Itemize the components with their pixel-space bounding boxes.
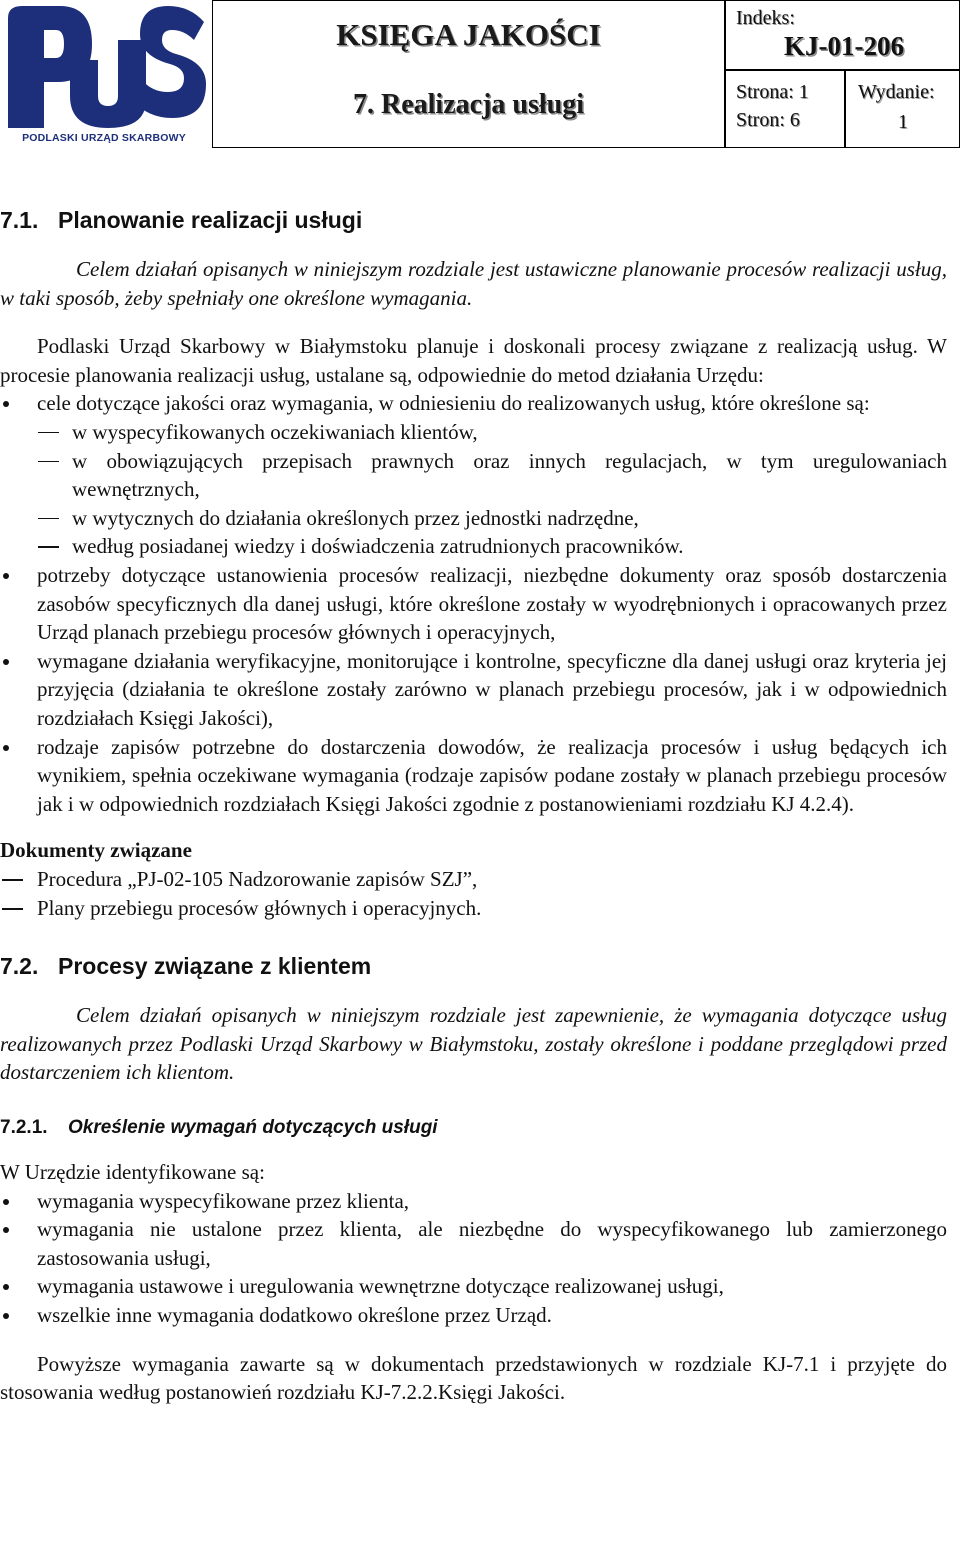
list-item: w obowiązujących przepisach prawnych oraz innych regulacjach, w tym uregulowaniach wewnętrznych, bbox=[0, 447, 947, 504]
index-cell bbox=[725, 0, 960, 70]
section-7-2-intro: Celem działań opisanych w niniejszym rozdziale jest zapewnienie, że wymagania dotyczące usług realizowanych przez Podlaski Urząd Skarbowy w Białymstoku, zostały określone i poddane przeglądowi przed dostarczeniem ich klientom. bbox=[0, 1003, 947, 1085]
index-value: KJ-01-206 bbox=[784, 31, 904, 61]
requirements-list bbox=[0, 1187, 947, 1330]
page-count: Stron: 6 bbox=[736, 109, 800, 131]
edition-label: Wydanie: bbox=[858, 81, 935, 103]
page-number: Strona: 1 bbox=[736, 81, 809, 103]
list-item: wymagania nie ustalone przez klienta, ale niezbędne do wyspecyfikowanego lub zamierzonego zastosowania usługi, bbox=[0, 1215, 947, 1272]
section-heading-7-2: 7.2. Procesy związane z klientem bbox=[0, 953, 372, 980]
planning-list bbox=[0, 389, 947, 818]
section-7-2-1-closing: Powyższe wymagania zawarte są w dokumentach przedstawionych w rozdziale KJ-7.1 i przyjęte do stosowania według postanowień rozdziału KJ-7.2.2.Księgi Jakości. bbox=[0, 1351, 947, 1405]
logo-caption: PODLASKI URZĄD SKARBOWY bbox=[22, 132, 186, 144]
list-item: cele dotyczące jakości oraz wymagania, w odniesieniu do realizowanych usług, które określone są: bbox=[0, 389, 947, 418]
title-cell bbox=[212, 0, 725, 148]
index-label: Indeks: bbox=[736, 7, 795, 29]
section-heading-7-1: 7.1. Planowanie realizacji usługi bbox=[0, 207, 363, 233]
list-item: wymagania wyspecyfikowane przez klienta, bbox=[0, 1187, 947, 1216]
list-item: w wytycznych do działania określonych przez jednostki nadrzędne, bbox=[0, 504, 947, 533]
pus-logo-icon bbox=[0, 0, 212, 132]
section-heading-7-2-1: 7.2.1. Określenie wymagań dotyczących usługi bbox=[0, 1117, 438, 1139]
section-7-1-paragraph: Podlaski Urząd Skarbowy w Białymstoku planuje i doskonali procesy związane z realizacją usług. W procesie planowania realizacji usług, ustalane są, odpowiednie do metod działania Urzędu: bbox=[0, 334, 947, 387]
list-item: rodzaje zapisów potrzebne do dostarczenia dowodów, że realizacja procesów i usług będących ich wynikiem, spełnia oczekiwane wymagania (rodzaje zapisów podane zostały w planach przebiegu procesów jak i w odpowiednich rozdziałach Księgi Jakości zgodnie z postanowieniami rozdziału KJ 4.2.4). bbox=[0, 733, 947, 819]
document-header bbox=[0, 0, 960, 160]
edition-value: 1 bbox=[898, 111, 908, 133]
list-item: w wyspecyfikowanych oczekiwaniach klientów, bbox=[0, 418, 947, 447]
list-item: wszelkie inne wymagania dodatkowo określone przez Urząd. bbox=[0, 1301, 947, 1330]
list-item: wymagane działania weryfikacyjne, monitorujące i kontrolne, specyficzne dla danej usługi oraz kryteria jej przyjęcia (działania te określone zostały zarówno w planach przebiegu procesów, jak i w odpowiednich rozdziałach Księgi Jakości), bbox=[0, 647, 947, 733]
related-documents-list bbox=[0, 865, 947, 923]
document-body bbox=[0, 205, 947, 1407]
section-7-1-intro: Celem działań opisanych w niniejszym rozdziale jest ustawiczne planowanie procesów realizacji usług, w taki sposób, żeby spełniały one określone wymagania. bbox=[0, 257, 947, 310]
list-item: wymagania ustawowe i uregulowania wewnętrzne dotyczące realizowanej usługi, bbox=[0, 1272, 947, 1301]
chapter-title: 7. Realizacja usługi bbox=[353, 89, 584, 120]
list-item: Plany przebiegu procesów głównych i operacyjnych. bbox=[0, 894, 947, 923]
logo-cell bbox=[0, 0, 212, 160]
list-item: według posiadanej wiedzy i doświadczenia zatrudnionych pracowników. bbox=[0, 532, 947, 561]
related-documents-heading: Dokumenty związane bbox=[0, 838, 192, 863]
page-cell bbox=[725, 70, 845, 148]
section-7-2-1-lead: W Urzędzie identyfikowane są: bbox=[0, 1160, 265, 1185]
document-title: KSIĘGA JAKOŚCI bbox=[336, 17, 601, 52]
list-item: potrzeby dotyczące ustanowienia procesów realizacji, niezbędne dokumenty oraz sposób dostarczenia zasobów specyficznych dla danej usługi, które określone zostały w wyodrębnionych i opracowanych przez Urząd planach przebiegu procesów głównych i operacyjnych, bbox=[0, 561, 947, 647]
edition-cell bbox=[845, 70, 960, 148]
list-item: Procedura „PJ-02-105 Nadzorowanie zapisów SZJ”, bbox=[0, 865, 947, 894]
